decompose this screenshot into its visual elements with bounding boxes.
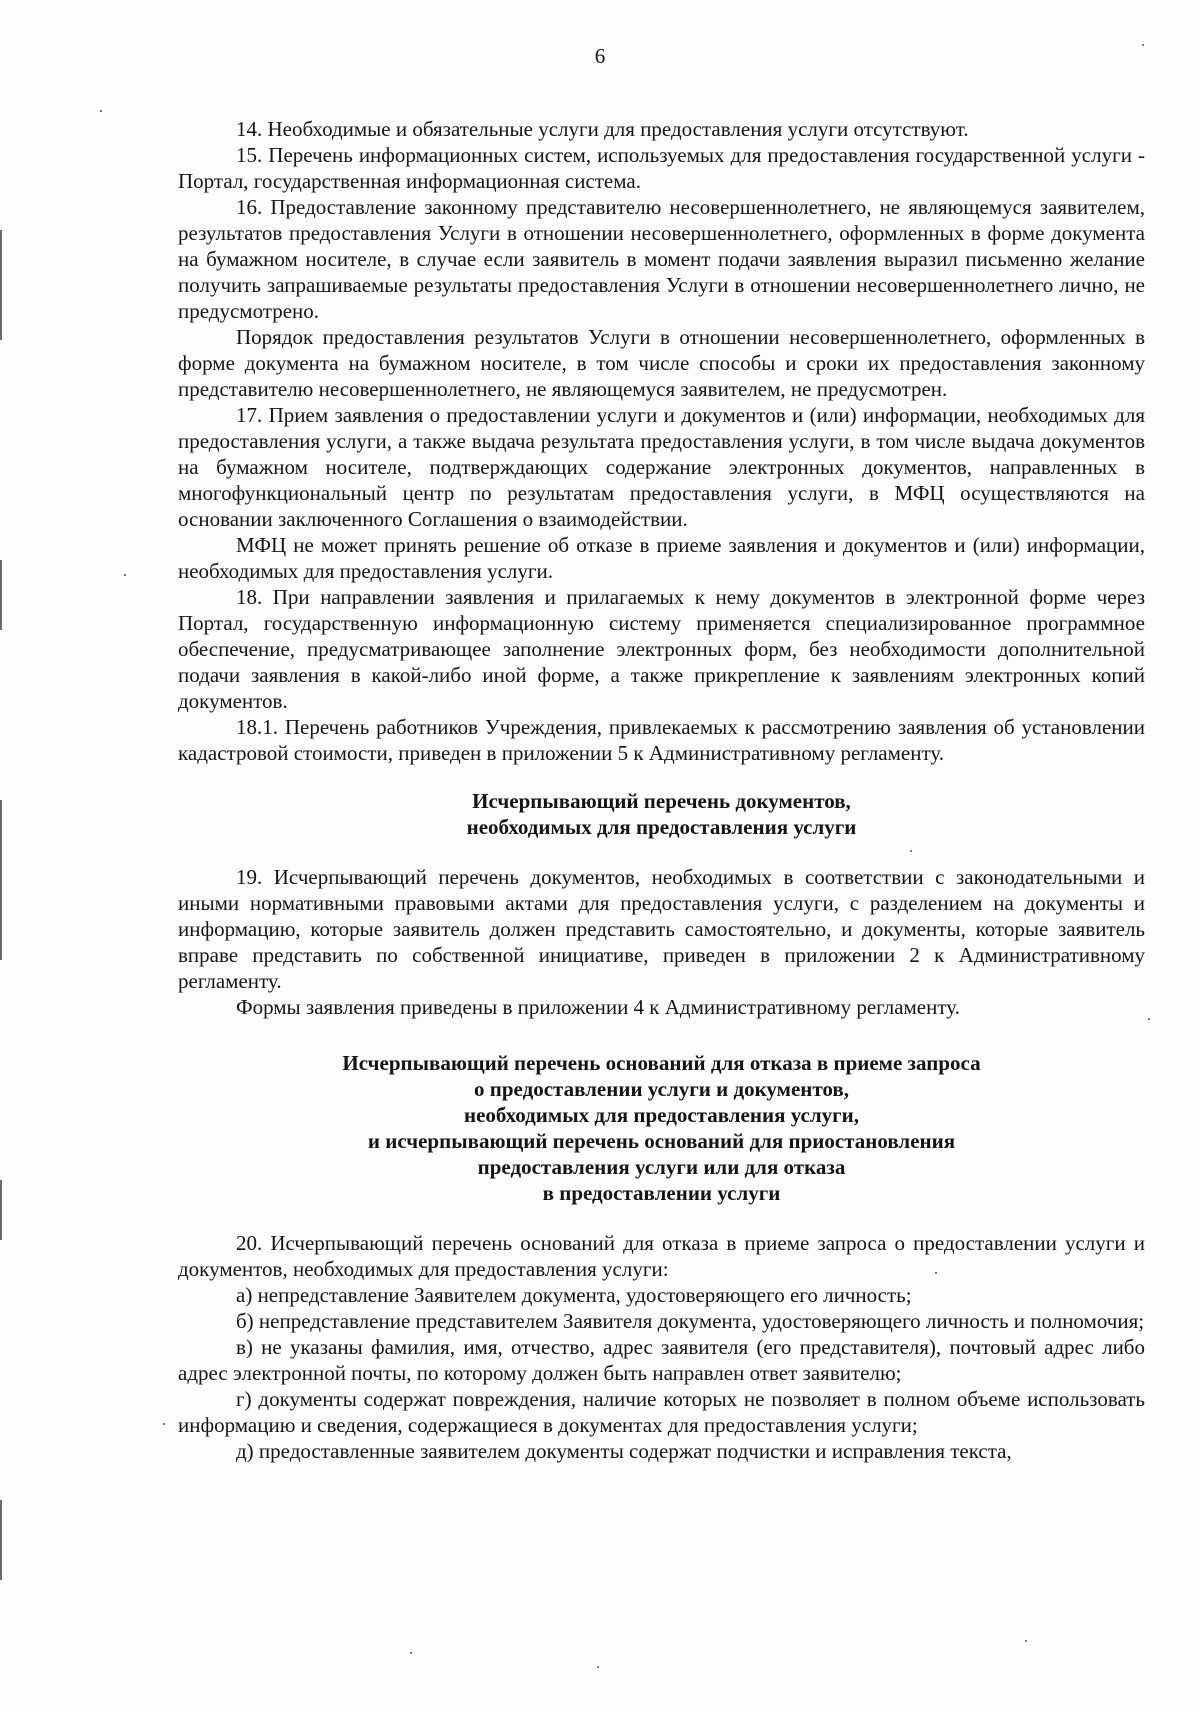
paragraph-17: 17. Прием заявления о предоставлении услуги и документов и (или) информации, необходимых для предоставления услуги, а также выдача результата предоставления услуги, в том числе выдача документов на бумажном носителе, подтверждающих содержание электронных документов, направленных в многофункциональный центр по результатам предоставления услуги, в МФЦ осуществляются на основании заключенного Соглашения о взаимодействии.: [178, 403, 1145, 531]
scan-speck: [935, 1272, 937, 1274]
paragraph-18-1: 18.1. Перечень работников Учреждения, привлекаемых к рассмотрению заявления об установлении кадастровой стоимости, приведен в приложении 5 к Административному регламенту.: [178, 715, 1145, 765]
heading-line: Исчерпывающий перечень оснований для отказа в приеме запроса: [342, 1051, 981, 1075]
scan-speck: [1148, 1018, 1150, 1020]
scan-edge-mark: [0, 230, 2, 340]
heading-line: предоставления услуги или для отказа: [477, 1155, 846, 1179]
list-item-d: д) предоставленные заявителем документы содержат подчистки и исправления текста,: [236, 1439, 1012, 1463]
list-item-v: в) не указаны фамилия, имя, отчество, адрес заявителя (его представителя), почтовый адрес либо адрес электронной почты, по которому должен быть направлен ответ заявителю;: [178, 1335, 1145, 1385]
scan-speck: [163, 1423, 165, 1425]
scan-edge-mark: [0, 1500, 2, 1580]
scan-edge-mark: [0, 560, 2, 630]
heading-line: необходимых для предоставления услуги,: [463, 1103, 860, 1127]
paragraph-19: 19. Исчерпывающий перечень документов, необходимых в соответствии с законодательными и иными нормативными правовыми актами для предоставления услуги, с разделением на документы и информацию, которые заявитель должен представить самостоятельно, и документы, которые заявитель вправе представить по собственной инициативе, приведен в приложении 2 к Административному регламенту.: [178, 865, 1145, 993]
document-body: [178, 116, 1145, 1464]
paragraph-18: 18. При направлении заявления и прилагаемых к нему документов в электронной форме через Портал, государственную информационную систему применяется специализированное программное обеспечение, предусматривающее заполнение электронных форм, без необходимости дополнительной подачи заявления в какой-либо иной форме, а также прикрепление к заявлениям электронных копий документов.: [178, 585, 1145, 713]
paragraph-15: 15. Перечень информационных систем, используемых для предоставления государственной услуги - Портал, государственная информационная система.: [178, 143, 1145, 193]
heading-line: необходимых для предоставления услуги: [466, 815, 857, 839]
scan-speck: [410, 1652, 412, 1654]
scan-edge-mark: [0, 800, 2, 960]
paragraph-17-mfc: МФЦ не может принять решение об отказе в приеме заявления и документов и (или) информации, необходимых для предоставления услуги.: [178, 533, 1145, 583]
paragraph-14: 14. Необходимые и обязательные услуги для предоставления услуги отсутствуют.: [236, 117, 969, 141]
list-item-g: г) документы содержат повреждения, наличие которых не позволяет в полном объеме использовать информацию и сведения, содержащиеся в документах для предоставления услуги;: [178, 1387, 1145, 1437]
page-number: 6: [594, 44, 606, 68]
scan-speck: [124, 574, 126, 576]
paragraph-16-order: Порядок предоставления результатов Услуги в отношении несовершеннолетнего, оформленных в форме документа на бумажном носителе, в том числе способы и сроки их предоставления законному представителю несовершеннолетнего, не являющемуся заявителем, не предусмотрен.: [178, 325, 1145, 401]
heading-line: в предоставлении услуги: [542, 1181, 781, 1205]
scan-speck: [100, 110, 102, 112]
scan-speck: [910, 850, 912, 852]
scan-speck: [1142, 44, 1144, 46]
heading-line: Исчерпывающий перечень документов,: [472, 789, 851, 813]
paragraph-20: 20. Исчерпывающий перечень оснований для отказа в приеме запроса о предоставлении услуги и документов, необходимых для предоставления услуги:: [178, 1231, 1145, 1281]
paragraph-19-forms: Формы заявления приведены в приложении 4 к Административному регламенту.: [236, 995, 960, 1019]
heading-line: и исчерпывающий перечень оснований для приостановления: [367, 1129, 956, 1153]
scan-speck: [1025, 1640, 1027, 1642]
scan-speck: [597, 1666, 599, 1668]
section-heading-refusal: [178, 1050, 1145, 1206]
scan-edge-mark: [0, 1180, 2, 1240]
heading-line: о предоставлении услуги и документов,: [474, 1077, 849, 1101]
section-heading-documents: [178, 788, 1145, 840]
list-item-b: б) непредставление представителем Заявителя документа, удостоверяющего личность и полномочия;: [236, 1309, 1145, 1333]
paragraph-16: 16. Предоставление законному представителю несовершеннолетнего, не являющемуся заявителем, результатов предоставления Услуги в отношении несовершеннолетнего, оформленных в форме документа на бумажном носителе, в случае если заявитель в момент подачи заявления выразил письменно желание получить запрашиваемые результаты предоставления Услуги в отношении несовершеннолетнего лично, не предусмотрено.: [178, 195, 1145, 323]
list-item-a: а) непредставление Заявителем документа, удостоверяющего его личность;: [236, 1283, 912, 1307]
